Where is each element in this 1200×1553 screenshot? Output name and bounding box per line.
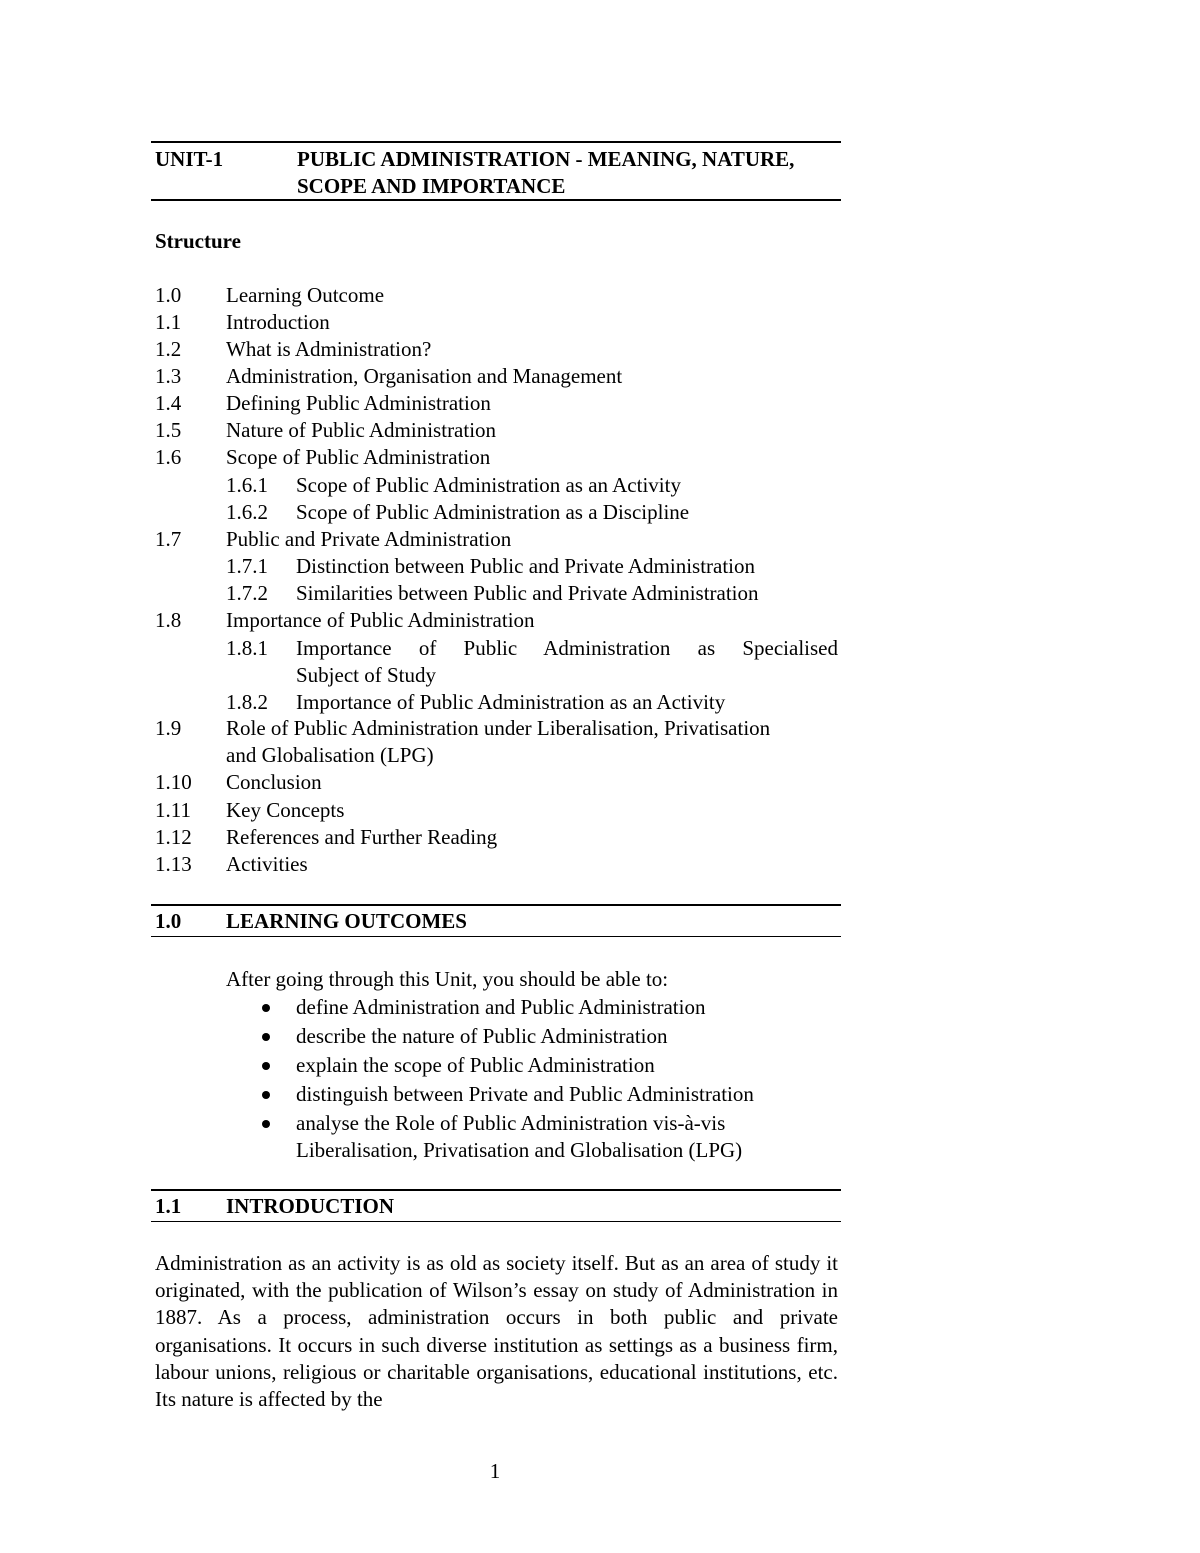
toc-number: 1.2 bbox=[155, 337, 182, 361]
toc-number: 1.3 bbox=[155, 364, 182, 388]
page-number: 1 bbox=[489, 1459, 501, 1483]
toc-label: What is Administration? bbox=[226, 337, 432, 361]
toc-number: 1.7 bbox=[155, 527, 182, 551]
outcome-text: define Administration and Public Administration bbox=[296, 995, 706, 1019]
section-title: LEARNING OUTCOMES bbox=[226, 909, 467, 933]
header-top-rule bbox=[151, 141, 841, 143]
toc-label: Defining Public Administration bbox=[226, 391, 491, 415]
toc-number: 1.0 bbox=[155, 283, 182, 307]
toc-label: Distinction between Public and Private Administration bbox=[296, 554, 756, 578]
section-bottom-rule bbox=[151, 936, 841, 937]
toc-number: 1.6.2 bbox=[226, 500, 268, 524]
section-title: INTRODUCTION bbox=[226, 1194, 395, 1218]
toc-number: 1.5 bbox=[155, 418, 182, 442]
outcomes-intro: After going through this Unit, you should be able to: bbox=[226, 967, 669, 991]
unit-label: UNIT-1 bbox=[155, 147, 224, 171]
list-item bbox=[226, 1052, 826, 1079]
structure-heading: Structure bbox=[155, 229, 241, 253]
toc-label: Importance of Public Administration as Specialised bbox=[296, 636, 838, 660]
toc-number: 1.8.1 bbox=[226, 636, 268, 660]
toc-number: 1.1 bbox=[155, 310, 182, 334]
toc-label: Scope of Public Administration as an Activity bbox=[296, 473, 681, 497]
toc-number: 1.4 bbox=[155, 391, 182, 415]
header-bottom-rule bbox=[151, 199, 841, 201]
toc-label: Introduction bbox=[226, 310, 330, 334]
toc-number: 1.8 bbox=[155, 608, 182, 632]
unit-title: PUBLIC ADMINISTRATION - MEANING, NATURE, SCOPE AND IMPORTANCE bbox=[297, 147, 795, 198]
toc-label: Conclusion bbox=[226, 770, 322, 794]
toc-label: Scope of Public Administration as a Discipline bbox=[296, 500, 690, 524]
toc-label: Importance of Public Administration as an Activity bbox=[296, 690, 726, 714]
toc-label: Similarities between Public and Private Administration bbox=[296, 581, 759, 605]
bullet-icon bbox=[262, 1120, 270, 1128]
toc-number: 1.11 bbox=[155, 798, 191, 822]
introduction-paragraph: Administration as an activity is as old as society itself. But as an area of study it originated, with the publication of Wilson’s essay on study of Administration in 1887. As a process, administration occurs in both public and private organisations. It occurs in such diverse institution as settings as a business firm, labour unions, religious or charitable organisations, educational institutions, etc. Its nature is affected by the bbox=[155, 1251, 838, 1412]
toc-label: Scope of Public Administration bbox=[226, 445, 491, 469]
toc-label: Role of Public Administration under Liberalisation, Privatisation bbox=[226, 716, 771, 740]
toc-label-continued: Subject of Study bbox=[296, 663, 436, 687]
toc-label: Nature of Public Administration bbox=[226, 418, 497, 442]
bullet-icon bbox=[262, 1033, 270, 1041]
outcomes-list bbox=[226, 994, 826, 1166]
section-heading-learning-outcomes bbox=[155, 906, 835, 936]
list-item bbox=[226, 1023, 826, 1050]
bullet-icon bbox=[262, 1062, 270, 1070]
toc-label: Administration, Organisation and Management bbox=[226, 364, 623, 388]
toc-label: Activities bbox=[226, 852, 308, 876]
toc-label: References and Further Reading bbox=[226, 825, 498, 849]
toc-label: Importance of Public Administration bbox=[226, 608, 535, 632]
section-number: 1.0 bbox=[155, 909, 182, 933]
unit-heading bbox=[155, 146, 855, 202]
toc-number: 1.9 bbox=[155, 716, 182, 740]
outcome-text: analyse the Role of Public Administration vis-à-vis Liberalisation, Privatisation and Globalisation (LPG) bbox=[296, 1111, 743, 1162]
section-heading-introduction bbox=[155, 1191, 835, 1221]
toc-number: 1.7.2 bbox=[226, 581, 268, 605]
toc-label: Learning Outcome bbox=[226, 283, 385, 307]
list-item bbox=[226, 1081, 826, 1108]
list-item bbox=[226, 1110, 816, 1164]
bullet-icon bbox=[262, 1091, 270, 1099]
toc-number: 1.13 bbox=[155, 852, 192, 876]
outcome-text: describe the nature of Public Administration bbox=[296, 1024, 668, 1048]
toc-number: 1.10 bbox=[155, 770, 192, 794]
toc-number: 1.7.1 bbox=[226, 554, 268, 578]
list-item bbox=[226, 994, 826, 1021]
toc-number: 1.12 bbox=[155, 825, 192, 849]
section-bottom-rule bbox=[151, 1221, 841, 1222]
outcome-text: explain the scope of Public Administration bbox=[296, 1053, 655, 1077]
outcome-text: distinguish between Private and Public Administration bbox=[296, 1082, 754, 1106]
toc-number: 1.8.2 bbox=[226, 690, 268, 714]
toc-number: 1.6 bbox=[155, 445, 182, 469]
toc-label-continued: and Globalisation (LPG) bbox=[226, 743, 434, 767]
toc-number: 1.6.1 bbox=[226, 473, 268, 497]
toc-label: Public and Private Administration bbox=[226, 527, 512, 551]
toc-label: Key Concepts bbox=[226, 798, 345, 822]
section-number: 1.1 bbox=[155, 1194, 182, 1218]
bullet-icon bbox=[262, 1004, 270, 1012]
